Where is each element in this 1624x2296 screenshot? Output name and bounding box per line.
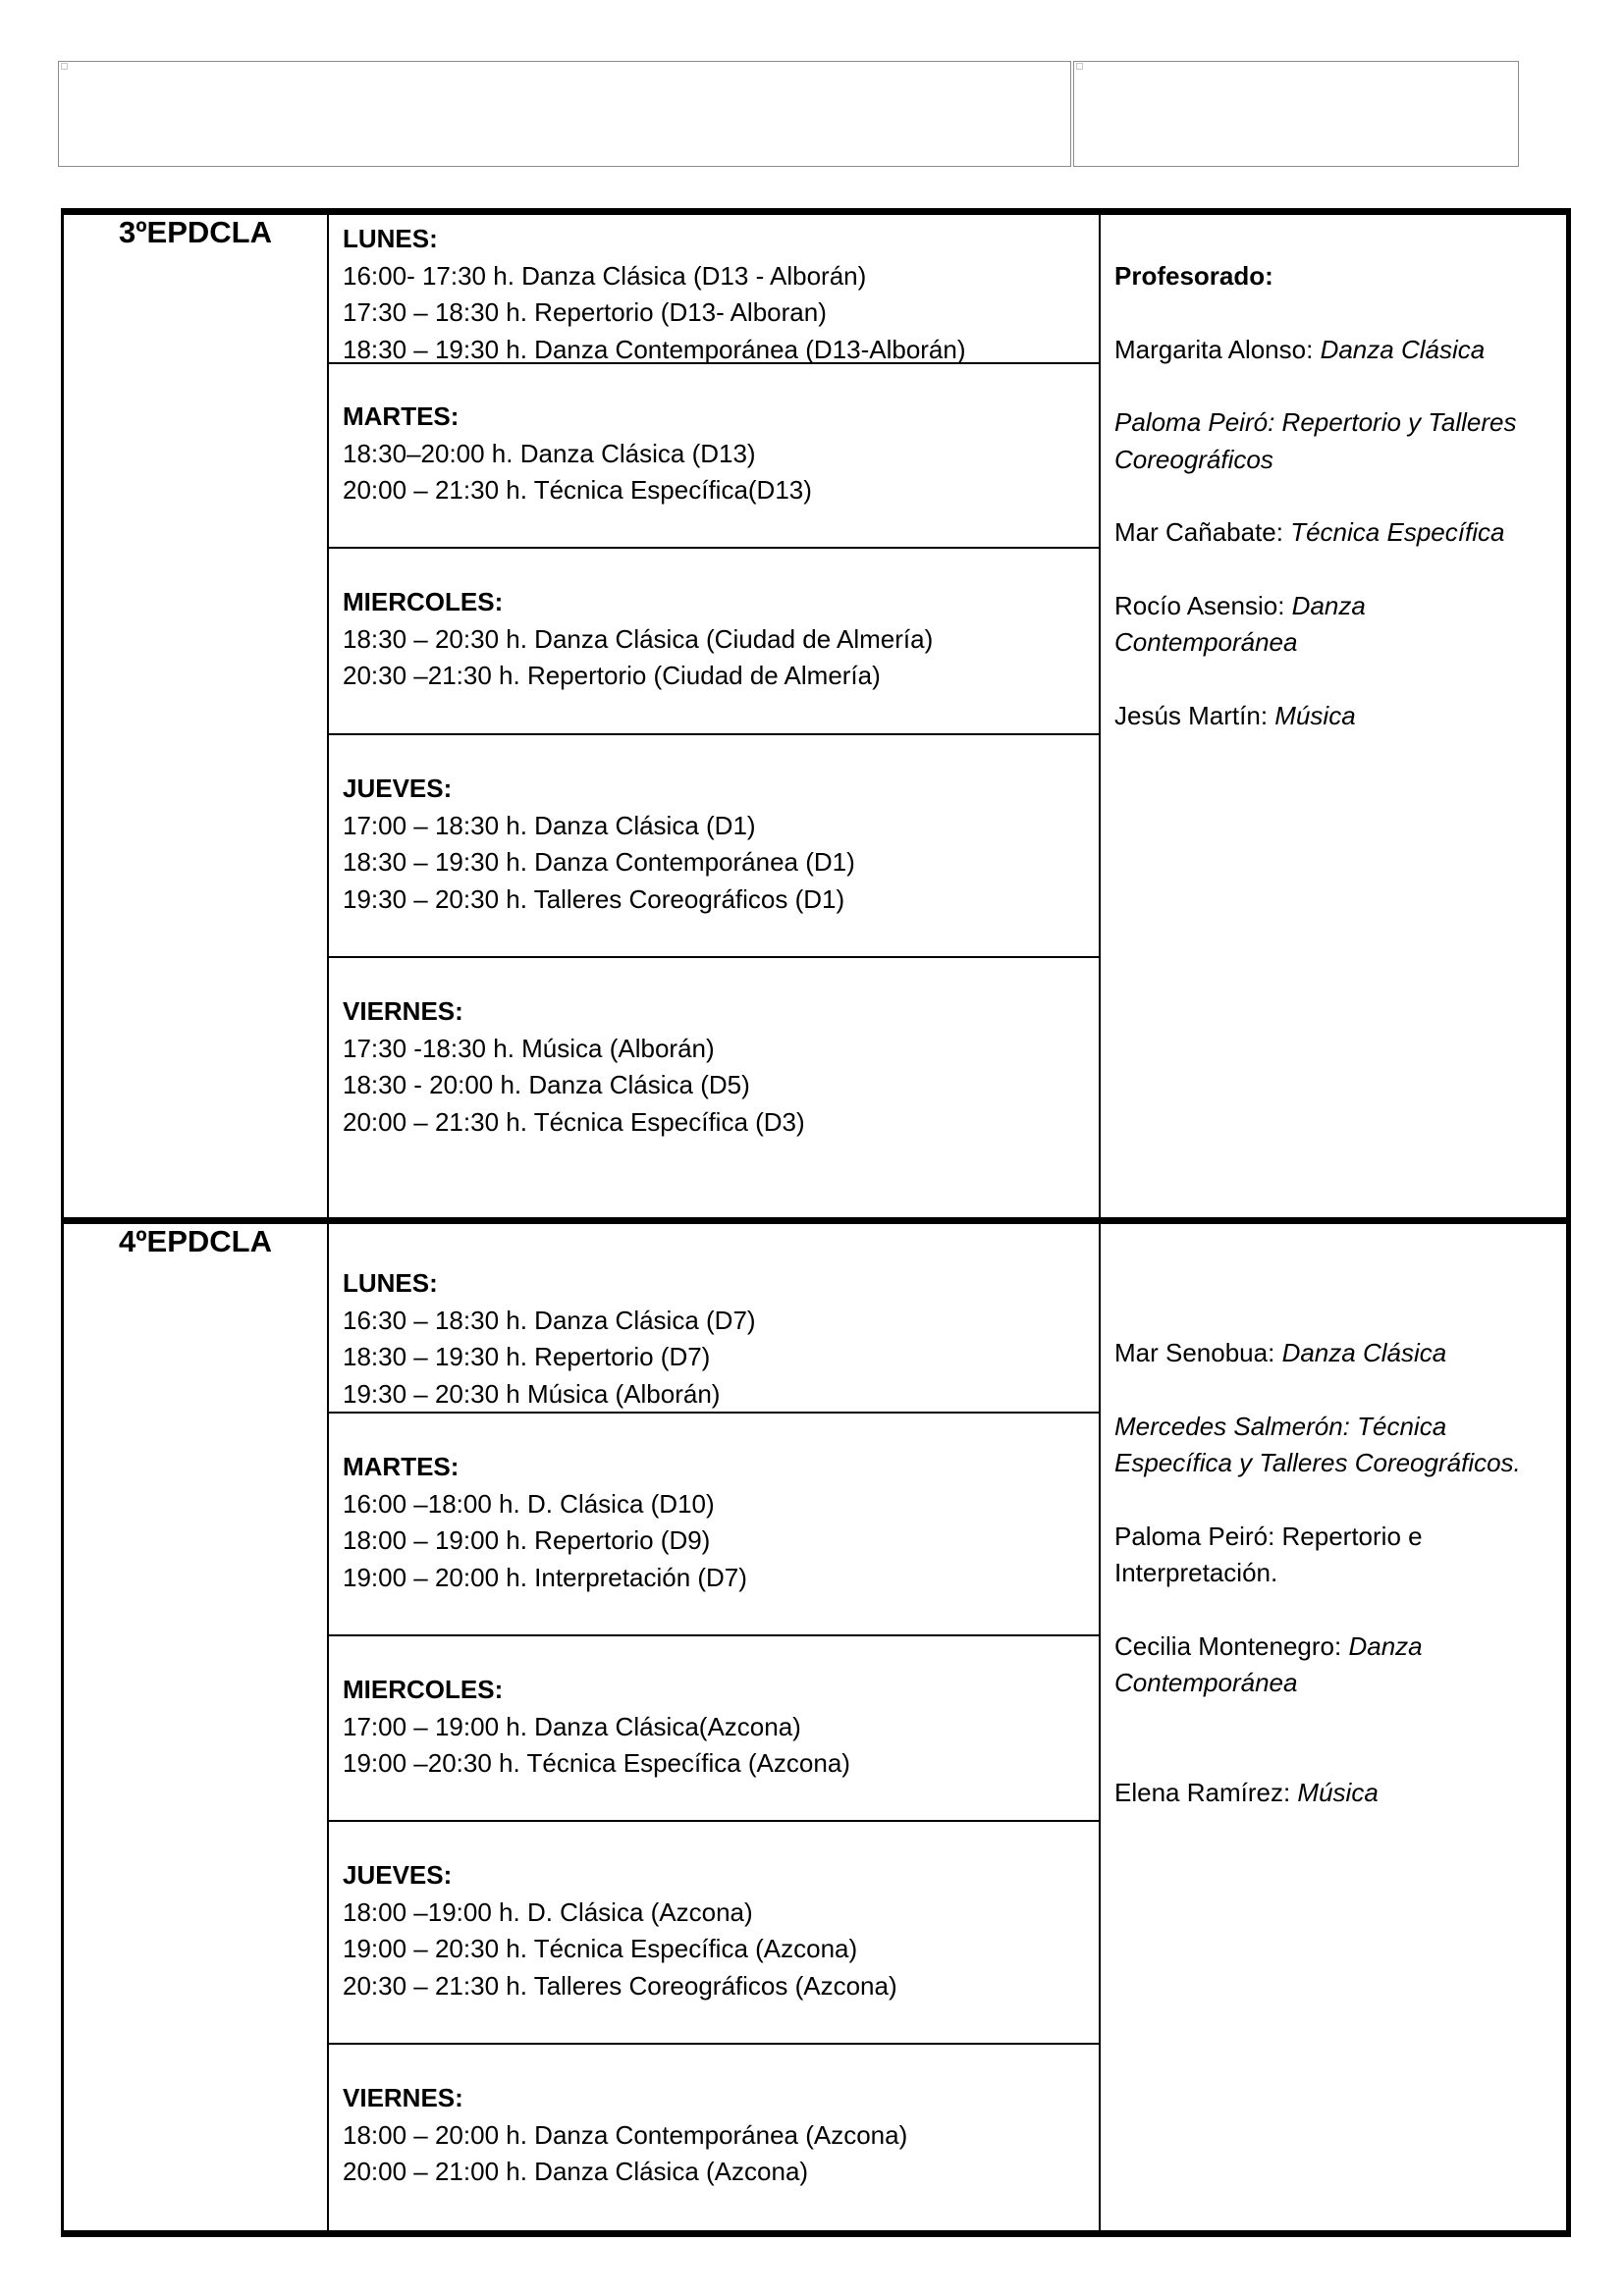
- course-name: 3ºEPDCLA: [118, 215, 272, 249]
- teacher-entry: [1114, 588, 1552, 662]
- course-cell: [63, 212, 329, 1221]
- teacher-subject: Música: [1274, 700, 1356, 730]
- teacher-name: Mar Cañabate:: [1114, 517, 1283, 547]
- day-label: VIERNES:: [343, 2083, 463, 2112]
- teacher-name: Paloma Peiró:: [1114, 407, 1275, 437]
- teachers-heading: Profesorado:: [1114, 261, 1273, 291]
- day-block-miercoles: [329, 549, 1099, 735]
- teachers-cell: [1100, 1221, 1569, 2234]
- teacher-entry: [1114, 1409, 1552, 1482]
- teacher-subject: Danza Clásica: [1320, 334, 1486, 364]
- schedule-line: 20:30 –21:30 h. Repertorio (Ciudad de Almería): [343, 661, 881, 690]
- teacher-subject: Repertorio y Talleres Coreográficos: [1114, 407, 1517, 474]
- teacher-subject: Música: [1297, 1777, 1379, 1807]
- schedule-line: 18:30–20:00 h. Danza Clásica (D13): [343, 438, 756, 468]
- schedule-line: 18:30 - 20:00 h. Danza Clásica (D5): [343, 1070, 750, 1099]
- schedule-line: 17:30 – 18:30 h. Repertorio (D13- Alboran): [343, 297, 827, 327]
- teacher-name: Elena Ramírez:: [1114, 1777, 1291, 1807]
- day-label: MIERCOLES:: [343, 587, 504, 616]
- schedule-line: 16:00- 17:30 h. Danza Clásica (D13 - Alborán): [343, 260, 867, 291]
- day-label: LUNES:: [343, 224, 438, 253]
- day-block-viernes: [329, 958, 1099, 1217]
- day-label: JUEVES:: [343, 1860, 453, 1890]
- day-label: LUNES:: [343, 1268, 438, 1298]
- day-block-lunes: [329, 1224, 1099, 1414]
- broken-image-icon: [1076, 63, 1083, 70]
- teacher-entry: [1114, 698, 1552, 735]
- day-label: JUEVES:: [343, 774, 453, 803]
- schedule-line: 18:30 – 19:30 h. Repertorio (D7): [343, 1342, 711, 1371]
- header-image-placeholder-right: [1073, 61, 1519, 167]
- teacher-subject: Danza Contemporánea: [1114, 1630, 1423, 1697]
- schedule-line: 18:00 – 19:00 h. Repertorio (D9): [343, 1525, 711, 1555]
- teacher-name: Jesús Martín:: [1114, 700, 1269, 730]
- schedule-line: 20:30 – 21:30 h. Talleres Coreográficos (Azcona): [343, 1970, 897, 2001]
- teacher-name: Paloma Peiró: Repertorio e Interpretación.: [1114, 1521, 1423, 1587]
- day-block-viernes: [329, 2045, 1099, 2230]
- day-label: MARTES:: [343, 1452, 460, 1481]
- schedule-line: 17:30 -18:30 h. Música (Alborán): [343, 1033, 715, 1063]
- schedule-line: 18:00 – 20:00 h. Danza Contemporánea (Azcona): [343, 2119, 908, 2150]
- teacher-entry: [1114, 1629, 1552, 1702]
- days-cell: [328, 212, 1100, 1221]
- teacher-entry: [1114, 404, 1552, 478]
- teachers-cell: [1100, 212, 1569, 1221]
- teacher-entry: [1114, 332, 1552, 369]
- teacher-subject: Danza Contemporánea: [1114, 590, 1366, 657]
- day-block-jueves: [329, 1822, 1099, 2045]
- teacher-subject: Danza Clásica: [1281, 1338, 1447, 1367]
- day-block-miercoles: [329, 1636, 1099, 1822]
- teacher-name: Mar Senobua:: [1114, 1338, 1275, 1367]
- section-row-4: [63, 1221, 1569, 2234]
- schedule-line: 20:00 – 21:30 h. Técnica Específica(D13): [343, 475, 812, 505]
- schedule-line: 20:00 – 21:00 h. Danza Clásica (Azcona): [343, 2157, 809, 2186]
- day-block-jueves: [329, 735, 1099, 958]
- teacher-subject: Técnica Específica: [1290, 517, 1505, 547]
- day-block-martes: [329, 1414, 1099, 1636]
- schedule-line: 16:30 – 18:30 h. Danza Clásica (D7): [343, 1305, 756, 1335]
- schedule-line: 19:00 – 20:00 h. Interpretación (D7): [343, 1562, 747, 1592]
- teacher-entry: [1114, 1775, 1552, 1812]
- teacher-name: Cecilia Montenegro:: [1114, 1630, 1342, 1661]
- schedule-line: 20:00 – 21:30 h. Técnica Específica (D3): [343, 1106, 805, 1137]
- teacher-name: Rocío Asensio:: [1114, 590, 1285, 620]
- schedule-line: 19:30 – 20:30 h. Talleres Coreográficos (D1): [343, 883, 845, 914]
- broken-image-icon: [61, 63, 68, 70]
- course-name: 4ºEPDCLA: [118, 1224, 272, 1258]
- schedule-line: 17:00 – 18:30 h. Danza Clásica (D1): [343, 810, 756, 840]
- day-label: VIERNES:: [343, 996, 463, 1026]
- teacher-name: Margarita Alonso:: [1114, 334, 1314, 364]
- teacher-entry: [1114, 1519, 1552, 1592]
- course-cell: [63, 1221, 329, 2234]
- schedule-line: 17:00 – 19:00 h. Danza Clásica(Azcona): [343, 1711, 801, 1741]
- teacher-entry: [1114, 514, 1552, 552]
- schedule-line: 18:30 – 20:30 h. Danza Clásica (Ciudad de Almería): [343, 623, 934, 654]
- section-row-3: [63, 212, 1569, 1221]
- schedule-line: 16:00 –18:00 h. D. Clásica (D10): [343, 1488, 715, 1519]
- day-label: MIERCOLES:: [343, 1675, 504, 1704]
- day-label: MARTES:: [343, 401, 460, 431]
- days-cell: [328, 1221, 1100, 2234]
- schedule-line: 19:30 – 20:30 h Música (Alborán): [343, 1378, 721, 1409]
- day-block-lunes: [329, 215, 1099, 364]
- schedule-line: 19:00 – 20:30 h. Técnica Específica (Azcona): [343, 1934, 858, 1963]
- day-block-martes: [329, 364, 1099, 549]
- teacher-subject: Técnica Específica y Talleres Coreográficos.: [1114, 1411, 1521, 1477]
- schedule-line: 18:00 –19:00 h. D. Clásica (Azcona): [343, 1896, 753, 1927]
- teacher-name: Mercedes Salmerón:: [1114, 1411, 1350, 1441]
- teacher-entry: [1114, 1335, 1552, 1372]
- schedule-line: 19:00 –20:30 h. Técnica Específica (Azcona): [343, 1748, 850, 1778]
- schedule-line: 18:30 – 19:30 h. Danza Contemporánea (D1): [343, 847, 855, 877]
- schedule-line: 18:30 – 19:30 h. Danza Contemporánea (D13-Alborán): [343, 334, 966, 364]
- header-image-placeholder-left: [58, 61, 1071, 167]
- schedule-table: [61, 208, 1571, 2237]
